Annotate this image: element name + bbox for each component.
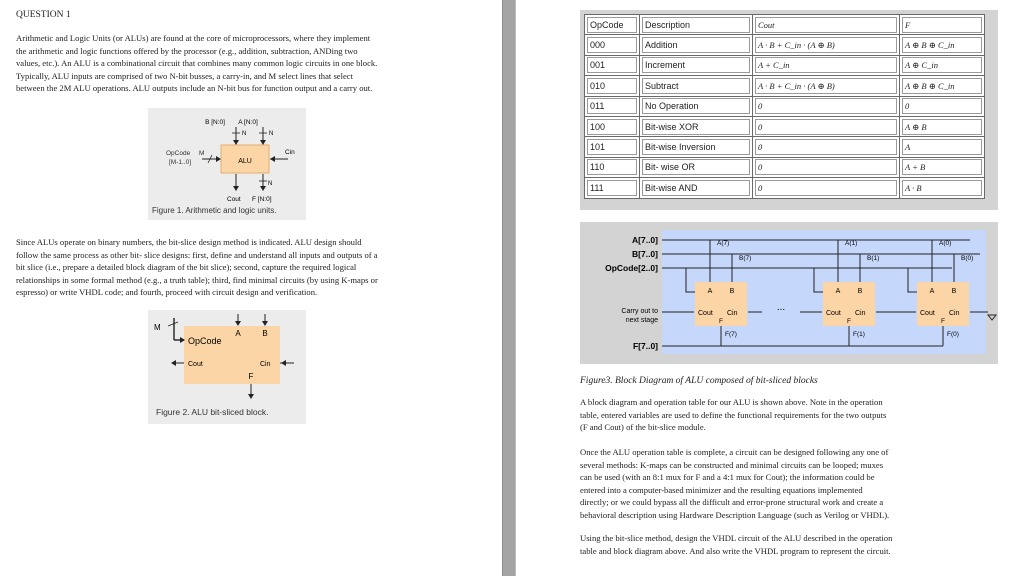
text-line: can be used (with an 8:1 mux for F and a 4:1 mux for Cout); the information could be	[580, 472, 875, 483]
slice1-cin: Cin	[855, 310, 866, 317]
operation-table-body	[585, 35, 985, 198]
document-page-left	[0, 0, 502, 576]
operation-table	[584, 14, 985, 199]
design-methods-paragraph	[580, 446, 1000, 522]
cout-arrow	[171, 360, 176, 366]
text-line: values, etc.). An ALU is a combinational circuit that combines many common logic circuits in one block.	[16, 58, 378, 69]
bit-slice-paragraph	[16, 236, 436, 299]
slice1-a: A	[835, 288, 841, 295]
a-n-label: N	[269, 131, 274, 137]
opcode-label: OpCode	[166, 150, 191, 157]
opcode-arrow	[216, 156, 221, 162]
header-opcode: OpCode	[585, 15, 640, 35]
a-label: A	[235, 329, 241, 338]
cell-opcode: 110	[585, 157, 640, 177]
cell-f: A + B	[900, 157, 985, 177]
b7-label: B(7)	[739, 255, 752, 262]
block-diagram	[580, 222, 998, 364]
b-arrow	[262, 321, 268, 326]
text-line: relationships in some formal method (e.g., a truth table); third, find minimal circuits (by using K-maps or	[16, 274, 378, 285]
b-bus-label: B[7..0]	[632, 249, 658, 259]
cell-description: Subtract	[640, 76, 753, 96]
cell-f: A	[900, 137, 985, 157]
intro-paragraph	[16, 32, 436, 95]
figure-1-caption: Figure 1. Arithmetic and logic units.	[152, 206, 277, 215]
m-label: M	[154, 323, 161, 332]
slice7-f: F	[719, 318, 723, 325]
cell-f: A ⊕ B	[900, 116, 985, 136]
a1-label: A(1)	[845, 240, 858, 247]
cell-cout: 0	[753, 137, 900, 157]
ground-symbol	[988, 315, 996, 320]
slice1-f: F	[847, 318, 851, 325]
table-row	[585, 178, 985, 198]
table-row	[585, 35, 985, 55]
figure-2-diagram	[148, 310, 306, 410]
slice0-b: B	[951, 288, 957, 295]
cin-label: Cin	[260, 361, 271, 368]
cell-f: A ⊕ B ⊕ C_in	[900, 76, 985, 96]
opcode-label: OpCode	[188, 336, 222, 346]
ellipsis: ...	[776, 302, 786, 313]
f-arrow	[260, 186, 266, 191]
cell-opcode: 010	[585, 76, 640, 96]
text-line: Typically, ALU inputs are comprised of two N-bit busses, a carry-in, and M select lines that select	[16, 70, 354, 81]
a7-label: A(7)	[717, 240, 730, 247]
opcode-range-label: [M-1..0]	[169, 159, 192, 166]
f-label: F	[248, 372, 254, 381]
f-output-label: F [N:0]	[252, 196, 272, 203]
slice7-cin: Cin	[727, 310, 738, 317]
figure-3-title: Figure3. Block Diagram of ALU composed of bit-sliced blocks	[580, 376, 818, 386]
table-row	[585, 157, 985, 177]
slice1-cout: Cout	[826, 310, 841, 317]
cout-arrow	[233, 186, 239, 191]
cell-description: Bit-wise XOR	[640, 116, 753, 136]
cout-label: Cout	[188, 361, 203, 368]
document-page-right	[516, 0, 1024, 576]
text-line: espresso) or write VHDL code; and fourth, proceed with circuit design and verification.	[16, 287, 318, 298]
block-diagram-figure	[580, 222, 998, 364]
text-line: several methods: K-maps can be constructed and minimal circuits can be looped; muxes	[580, 459, 884, 470]
text-line: bit slice (i.e., prepare a detailed block diagram of the bit slice); second, capture the required logical	[16, 262, 357, 273]
cell-f: 0	[900, 96, 985, 116]
text-line: Since ALUs operate on binary numbers, the bit-slice design method is indicated. ALU design should	[16, 237, 362, 247]
header-cout: Cout	[753, 15, 900, 35]
cell-opcode: 000	[585, 35, 640, 55]
cell-description: Increment	[640, 55, 753, 75]
cell-cout: A + C_in	[753, 55, 900, 75]
cell-description: No Operation	[640, 96, 753, 116]
f0-label: F(0)	[947, 331, 959, 338]
cell-cout: 0	[753, 116, 900, 136]
cell-description: Bit-wise Inversion	[640, 137, 753, 157]
text-line: between the 2M ALU operations. ALU outputs include an N-bit bus for function output and a carry out.	[16, 83, 373, 94]
slice0-cout: Cout	[920, 310, 935, 317]
cell-f: A · B	[900, 178, 985, 198]
text-line: A block diagram and operation table for our ALU is shown above. Note in the operation	[580, 397, 883, 407]
b0-label: B(0)	[961, 255, 974, 262]
question-heading: QUESTION 1	[16, 10, 71, 20]
slice0-a: A	[929, 288, 935, 295]
cell-cout: A · B + C_in · (A ⊕ B)	[753, 35, 900, 55]
task-paragraph	[580, 532, 1000, 557]
opcode-bus-mark	[168, 322, 178, 326]
operation-table-figure	[580, 10, 998, 210]
text-line: behavioral description using Hardware Description Language (such as Verilog or VHDL).	[580, 509, 890, 520]
figure-2-caption: Figure 2. ALU bit-sliced block.	[156, 407, 269, 417]
text-line: table and block diagram above. And also write the VHDL program to represent the circuit.	[580, 545, 891, 556]
text-line: (F and Cout) of the bit-slice module.	[580, 422, 706, 433]
cin-arrow	[270, 156, 275, 162]
cin-arrow	[281, 360, 286, 366]
slice0-cin: Cin	[949, 310, 960, 317]
figure-2	[148, 310, 306, 424]
alu-label: ALU	[238, 158, 252, 165]
cell-description: Bit- wise OR	[640, 157, 753, 177]
table-row	[585, 55, 985, 75]
f-bus-label: F[7..0]	[632, 341, 658, 351]
table-header-row	[585, 15, 985, 35]
text-line: Arithmetic and Logic Units (or ALUs) are found at the core of microprocessors, where they implement	[16, 33, 371, 43]
cell-opcode: 011	[585, 96, 640, 116]
b-arrow	[233, 140, 239, 145]
f7-label: F(7)	[725, 331, 737, 338]
cell-opcode: 001	[585, 55, 640, 75]
table-row	[585, 96, 985, 116]
cell-opcode: 100	[585, 116, 640, 136]
figure-1-diagram	[148, 108, 306, 220]
text-line: directly; or we could bypass all the difficult and error-prone structural work and create a	[580, 497, 884, 508]
table-row	[585, 116, 985, 136]
a0-label: A(0)	[939, 240, 952, 247]
cell-f: A ⊕ C_in	[900, 55, 985, 75]
slice0-f: F	[941, 318, 945, 325]
f-n-label: N	[268, 181, 273, 187]
a-arrow	[235, 321, 241, 326]
opcode-bus-label: OpCode[2..0]	[605, 263, 658, 273]
cell-cout: 0	[753, 178, 900, 198]
header-f: F	[900, 15, 985, 35]
header-description: Description	[640, 15, 753, 35]
cell-cout: A · B + C_in · (A ⊕ B)	[753, 76, 900, 96]
text-line: the arithmetic and logic functions offered by the processor (e.g., addition, subtraction, ANDing two	[16, 45, 358, 56]
text-line: Once the ALU operation table is complete, a circuit can be designed following any one of	[580, 447, 889, 457]
text-line: Using the bit-slice method, design the VHDL circuit of the ALU described in the operation	[580, 533, 893, 543]
cell-f: A ⊕ B ⊕ C_in	[900, 35, 985, 55]
f1-label: F(1)	[853, 331, 865, 338]
slice7-b: B	[729, 288, 735, 295]
cell-cout: 0	[753, 157, 900, 177]
a-arrow	[260, 140, 266, 145]
a-bus-label: A[7..0]	[632, 235, 658, 245]
slice7-a: A	[707, 288, 713, 295]
table-row	[585, 137, 985, 157]
slice1-b: B	[857, 288, 863, 295]
cell-opcode: 101	[585, 137, 640, 157]
text-line: follow the same process as other bit- slice designs: first, define and understand all inputs and outputs of a	[16, 249, 378, 260]
cell-cout: 0	[753, 96, 900, 116]
block-diagram-paragraph	[580, 396, 1000, 434]
cell-description: Addition	[640, 35, 753, 55]
carry-out-label-1: Carry out to	[621, 308, 658, 315]
b-n-label: N	[242, 131, 247, 137]
slice7-cout: Cout	[698, 310, 713, 317]
text-line: table, entered variables are used to define the functional requirements for the two outputs	[580, 409, 887, 420]
opcode-m-label: M	[199, 150, 205, 157]
a-input-label: A [N:0]	[238, 119, 258, 126]
cout-label: Cout	[227, 196, 241, 203]
cell-description: Bit-wise AND	[640, 178, 753, 198]
b1-label: B(1)	[867, 255, 880, 262]
b-label: B	[262, 329, 268, 338]
figure-1	[148, 108, 306, 220]
f-arrow	[248, 394, 254, 399]
carry-out-label-2: next stage	[625, 317, 658, 324]
table-row	[585, 76, 985, 96]
page-gap	[502, 0, 516, 576]
text-line: entered into a computer-based minimizer and the resulting equations implemented	[580, 484, 863, 495]
cell-opcode: 111	[585, 178, 640, 198]
cin-label: Cin	[285, 149, 295, 156]
b-input-label: B [N:0]	[205, 119, 225, 126]
